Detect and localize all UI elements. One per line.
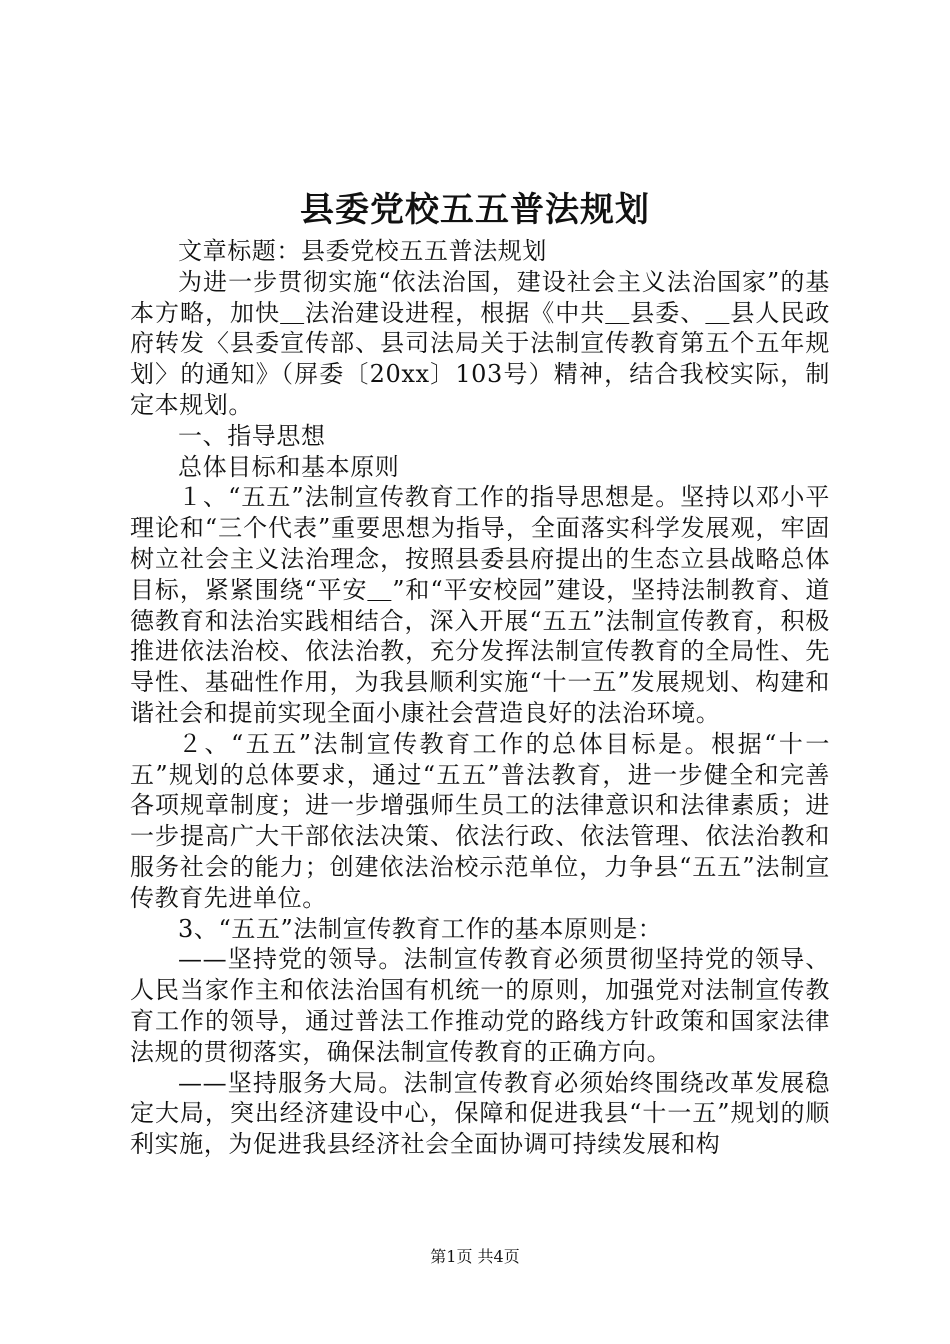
- paragraph-intro: 为进一步贯彻实施“依法治国，建设社会主义法治国家”的基本方略，加快＿法治建设进程，根据《中共＿县委、＿县人民政府转发〈县委宣传部、县司法局关于法制宣传教育第五个五年规划〉的通知》（屏委〔20xx〕103号）精神，结合我校实际，制定本规划。: [130, 267, 830, 419]
- paragraph-article-title: 文章标题：县委党校五五普法规划: [178, 237, 547, 265]
- page-footer: 第1页 共4页: [430, 1247, 520, 1266]
- paragraph-party-leadership: ——坚持党的领导。法制宣传教育必须贯彻坚持党的领导、人民当家作主和依法治国有机统一的原则，加强党对法制宣传教育工作的领导，通过普法工作推动党的路线方针政策和国家法律法规的贯彻落实，确保法制宣传教育的正确方向。: [130, 945, 830, 1066]
- paragraph-subheading: 总体目标和基本原则: [178, 452, 400, 481]
- document-body: [130, 236, 830, 1160]
- page-title: 县委党校五五普法规划: [300, 190, 650, 230]
- paragraph-serve-overall: ——坚持服务大局。法制宣传教育必须始终围绕改革发展稳定大局，突出经济建设中心，保障和促进我县“十一五”规划的顺利实施，为促进我县经济社会全面协调可持续发展和构: [130, 1068, 830, 1159]
- paragraph-section-heading: 一、指导思想: [178, 421, 326, 450]
- paragraph-guiding-thought: １、“五五”法制宣传教育工作的指导思想是。坚持以邓小平理论和“三个代表”重要思想为指导，全面落实科学发展观，牢固树立社会主义法治理念，按照县委县府提出的生态立县战略总体目标，紧紧围绕“平安＿”和“平安校园”建设，坚持法制教育、道德教育和法治实践相结合，深入开展“五五”法制宣传教育，积极推进依法治校、依法治教，充分发挥法制宣传教育的全局性、先导性、基础性作用，为我县顺利实施“十一五”发展规划、构建和谐社会和提前实现全面小康社会营造良好的法治环境。: [130, 483, 830, 727]
- paragraph-overall-goal: ２、“五五”法制宣传教育工作的总体目标是。根据“十一五”规划的总体要求，通过“五五”普法教育，进一步健全和完善各项规章制度；进一步增强师生员工的法律意识和法律素质；进一步提高广大干部依法决策、依法行政、依法管理、依法治教和服务社会的能力；创建依法治校示范单位，力争县“五五”法制宣传教育先进单位。: [130, 729, 830, 912]
- paragraph-basic-principles: 3、“五五”法制宣传教育工作的基本原则是：: [178, 914, 663, 943]
